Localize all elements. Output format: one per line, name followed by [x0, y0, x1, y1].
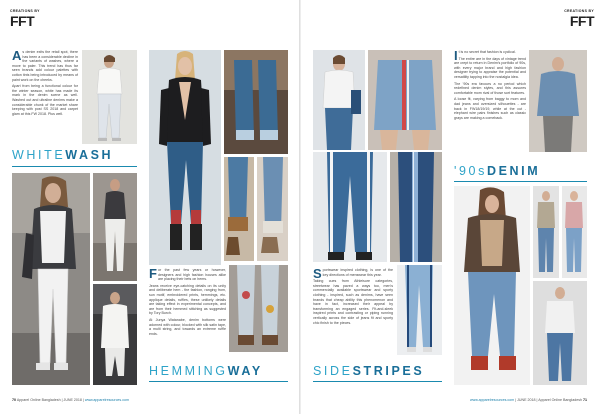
sidestripes-para-2: Taking cues from Athleisure categories, streetwear has paved a ways too, men's commercially available sportswear and sporty clothing - inspired, such as denims, have seen brands that cheap ability this phenomenon and have in fact, increased their appeal by transforming an engaged series. Fit-and-sleek inspired prints and contrasting or piping running vertically across the side of jeans fit and sporty chic finish to the pieces. — [313, 279, 393, 325]
footer-url[interactable]: www.apparelresources.com — [470, 398, 515, 402]
hemmingway-heading — [149, 364, 263, 378]
heading-rule — [454, 181, 587, 182]
heading-thin: HEMMING — [149, 364, 228, 378]
denim90s-para-3: The '90s era favours a no period which redefined denim styles, and this assures comfortable mom rival of those sort features. — [454, 81, 526, 95]
denim90s-para-4: A loose fit, varying from baggy to mom and dad jeans and oversized silhouettes - are back in FW18/19/19, while at the cut - elephant wire pairs finishes such as classic grays are making a comeback. — [454, 97, 526, 120]
page-number: 71 — [583, 398, 587, 402]
dropcap: A — [12, 48, 22, 63]
logo-sub: CREATIONS BY — [564, 9, 594, 13]
heading-thin: WHITE — [12, 148, 66, 162]
footer-date: JUNE 2018 — [517, 398, 536, 402]
hemmingway-text — [149, 268, 226, 338]
heading-thin: '90s — [454, 164, 487, 178]
left-footer: 70 Apparel Online Bangladesh | JUNE 2018 | www.apparelresources.com — [12, 398, 129, 402]
photo-white-runway — [82, 50, 137, 144]
photo-stripes-model-top — [313, 50, 365, 150]
sidestripes-text — [313, 268, 393, 327]
photo-white-coat-runway — [93, 284, 137, 385]
photo-hem-detail-1 — [224, 50, 288, 154]
brand-logo-left — [10, 10, 44, 28]
footer-brand: Apparel Online Bangladesh — [538, 398, 582, 402]
photo-stripes-skirt — [368, 50, 442, 150]
denim90s-para-1: t is no secret that fashion is cyclical. — [458, 50, 516, 54]
photo-90s-runway-3 — [533, 281, 587, 385]
dropcap: F — [149, 266, 157, 281]
heading-bold: WAY — [227, 364, 263, 378]
brand-logo-right — [560, 10, 594, 28]
dropcap: I — [454, 48, 458, 63]
footer-brand: Apparel Online Bangladesh — [16, 398, 61, 402]
photo-hem-runway-model — [149, 50, 221, 265]
heading-rule — [149, 381, 288, 382]
photo-stripes-light-jeans — [397, 265, 442, 355]
photo-white-runway-2 — [93, 173, 137, 281]
hemmingway-para-2: Jeans receive eye-catching details on its unity and deliberate hem - the fashion, ranging from, sun motif, embroidered prints, hemmings, etc. applique details, ruffles, these unlikely details are taking effect in experimental concepts, and are from their hemmed stitching as suggested by Tory Burch. — [149, 283, 226, 316]
page-gutter — [299, 0, 301, 414]
photo-hem-patched-jeans — [229, 265, 288, 352]
sidestripes-heading — [313, 364, 424, 378]
heading-bold: DENIM — [486, 164, 541, 178]
denim90s-heading — [454, 164, 540, 178]
whitewash-para-2: Apart from being a functional colour for the winter season, white has made its mark in the denim scene as well. Washed out and ultraline denims make a considerable chunk of the market share keeping with post SS 2018 and carpet glam at this FW 2018. Plus well. — [12, 84, 78, 116]
photo-90s-runway-2 — [562, 186, 587, 278]
whitewash-text — [12, 50, 78, 118]
logo-sub: CREATIONS BY — [10, 9, 40, 13]
photo-90s-model — [454, 186, 530, 385]
sidestripes-para-1: portswear inspired clothing, is one of the key directions of menswear this year. — [322, 268, 393, 277]
footer-url[interactable]: www.apparelresources.com — [84, 398, 129, 402]
photo-90s-jacket — [529, 50, 587, 152]
logo-main: FFT — [10, 12, 35, 29]
photo-stripes-ribbon-jeans — [390, 152, 442, 262]
heading-rule — [12, 166, 137, 167]
denim90s-text — [454, 50, 526, 122]
right-footer: www.apparelresources.com | JUNE 2018 | Apparel Online Bangladesh 71 — [470, 398, 587, 402]
footer-date: JUNE 2018 — [63, 398, 82, 402]
hemmingway-para-1: or the past few years or however, designers and high fashion houses alike are placing their bets on hems. — [157, 268, 226, 282]
whitewash-heading — [12, 148, 113, 162]
logo-main: FFT — [569, 12, 594, 29]
heading-bold: STRIPES — [352, 364, 425, 378]
whitewash-para-1: s denim exits the retail spot, there has been a considerable decline in the variants of washes, where a move to paler. This trend has thus far seen brands add colour palettes with cotton tints being introduced by means of paint work on the cheeks. — [12, 50, 78, 82]
photo-stripes-jeans — [313, 152, 387, 262]
heading-bold: WASH — [65, 148, 114, 162]
photo-hem-detail-3 — [257, 157, 288, 261]
photo-white-jeans-street — [12, 173, 90, 385]
heading-rule — [313, 381, 442, 382]
heading-thin: SIDE — [313, 364, 353, 378]
dropcap: S — [313, 266, 322, 281]
hemmingway-para-3: At Junya Watanabe, denim bottoms were adorned with colour, blocked with silk satin tape, a multi string, and towards an extreme ruffle ends. — [149, 317, 226, 336]
denim90s-para-2: The entire are in the days of vintage trend are crept to return in Denim's portfolio of 90s, with every major brand and high fashion designer trying to appraise the potential and versatility tapping into the nostalgia idea. — [454, 56, 526, 79]
photo-90s-runway-1 — [533, 186, 559, 278]
page-number: 70 — [12, 398, 16, 402]
photo-hem-detail-2 — [224, 157, 254, 261]
